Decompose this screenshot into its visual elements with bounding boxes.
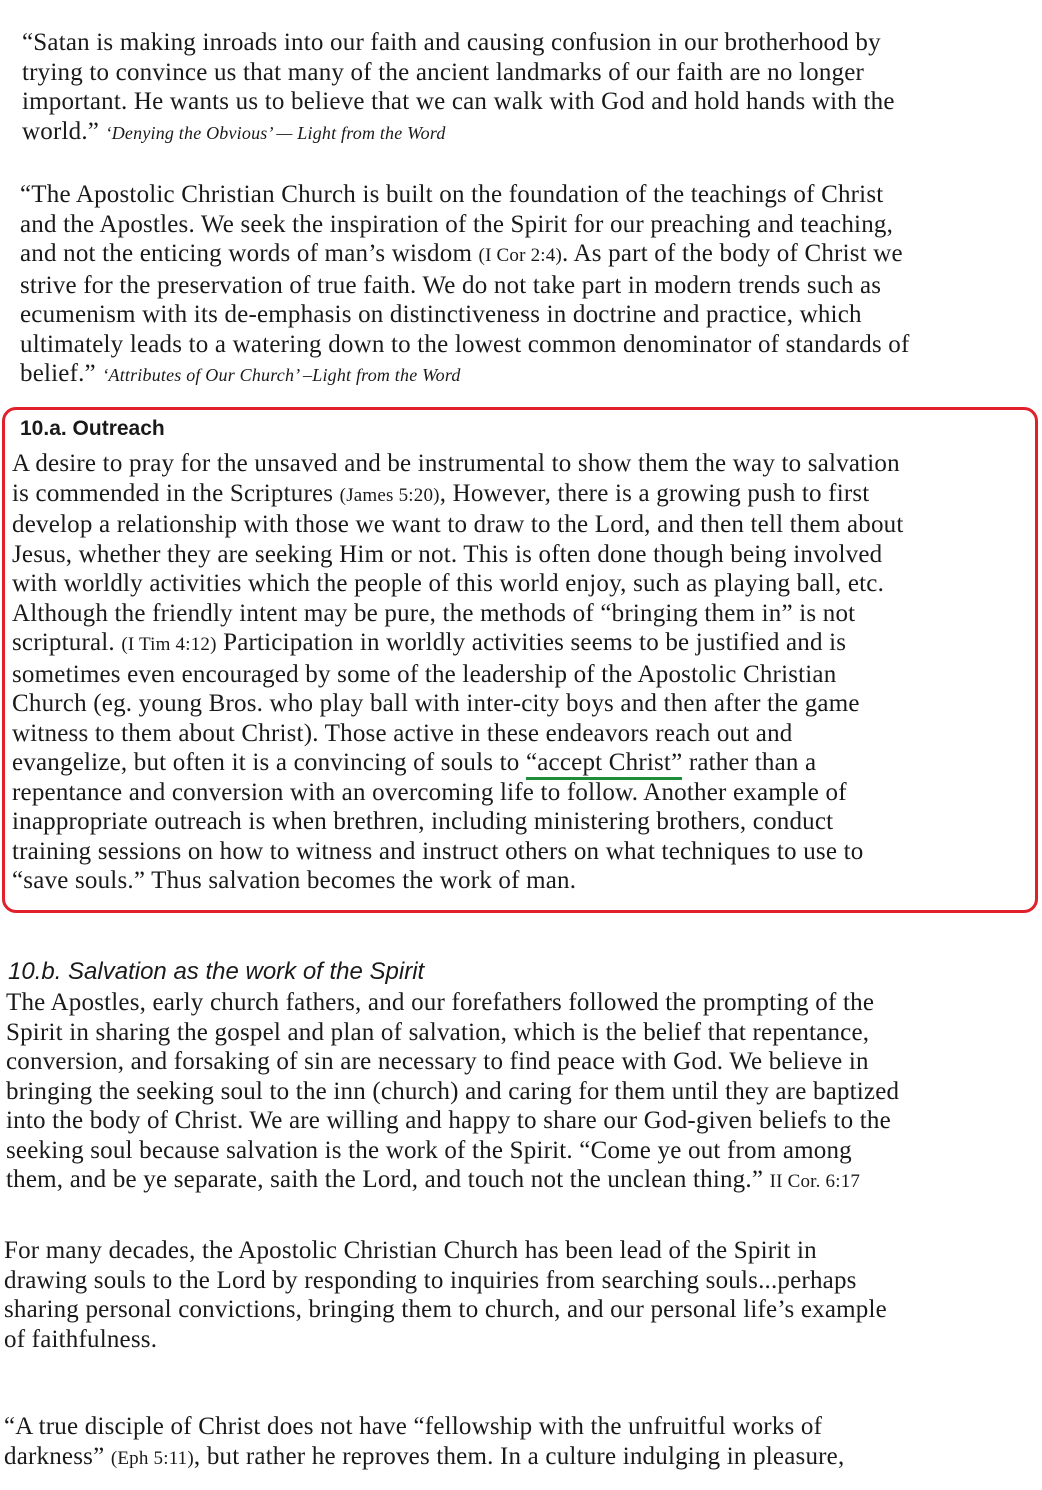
scripture-reference: (Eph 5:11) [110,1447,194,1469]
section-heading-outreach: 10.a. Outreach [20,417,165,440]
text-line: Although the friendly intent may be pure, the methods of “bringing them in” is not [12,599,856,627]
text-line: ecumenism with its de-emphasis on distinctiveness in doctrine and practice, which [20,301,862,328]
text-fragment: evangelize, but often it is a convincing of souls to [12,749,526,776]
quote-denying-the-obvious [22,28,1027,148]
quote-source: ‘Denying the Obvious’ — Light from the Word [105,122,446,143]
text-line: repentance and conversion with an overcoming life to follow. Another example of [12,778,847,806]
text-line: develop a relationship with those we want to draw to the Lord, and then tell them about [12,511,904,538]
text-line [20,359,1035,391]
text-line [12,748,1030,778]
text-line: bringing the seeking soul to the inn (church) and caring for them until they are baptized [6,1077,900,1105]
text-fragment: them, and be ye separate, saith the Lord, and touch not the unclean thing.” [6,1166,770,1193]
text-line [20,239,1035,271]
text-line: inappropriate outreach is when brethren, including ministering brothers, conduct [12,808,834,835]
text-line: “A true disciple of Christ does not have “fellowship with the unfruitful works of [4,1413,823,1440]
text-line: witness to them about Christ). Those active in these endeavors reach out and [12,719,793,747]
text-line: with worldly activities which the people of this world enjoy, such as playing ball, etc. [12,570,885,597]
text-line: sometimes even encouraged by some of the leadership of the Apostolic Christian [12,660,837,688]
text-fragment: is commended in the Scriptures [12,479,340,507]
text-fragment: and not the enticing words of man’s wisdom [20,240,479,267]
text-line [6,1165,1026,1197]
scripture-reference: (James 5:20) [339,484,440,506]
text-fragment: , but rather he reproves them. In a culture indulging in pleasure, [193,1442,845,1470]
text-line: A desire to pray for the unsaved and be instrumental to show them the way to salvation [12,450,900,477]
text-line [4,1442,1004,1474]
text-line: “The Apostolic Christian Church is built on the foundation of the teachings of Christ [20,181,884,208]
text-line: Church (eg. young Bros. who play ball with inter-city boys and then after the game [12,690,860,717]
outreach-paragraph [12,449,1030,896]
text-fragment: world.” [22,117,106,145]
text-line: Spirit in sharing the gospel and plan of salvation, which is the belief that repentance, [6,1018,870,1046]
text-line: important. He wants us to believe that we can walk with God and hold hands with the [22,88,895,115]
text-line: drawing souls to the Lord by responding to inquiries from searching souls...perhaps [4,1266,857,1294]
text-line: into the body of Christ. We are willing and happy to share our God-given beliefs to the [6,1107,891,1134]
scripture-reference: (I Tim 4:12) [121,634,217,655]
text-line: training sessions on how to witness and instruct others on what techniques to use to [12,837,864,865]
text-line: “save souls.” Thus salvation becomes the work of man. [12,867,577,894]
text-line [12,479,1030,511]
text-line: seeking soul because salvation is the work of the Spirit. “Come ye out from among [6,1136,852,1164]
text-line [12,628,1030,660]
text-line: Jesus, whether they are seeking Him or not. This is often done though being involved [12,540,883,568]
disciple-paragraph [4,1412,1004,1473]
text-fragment: , However, there is a growing push to first [439,479,870,507]
text-line: strive for the preservation of true faith. We do not take part in modern trends such as [20,271,882,299]
text-fragment: Participation in worldly activities seems to be justified and is [216,629,847,656]
quote-attributes-of-our-church [20,180,1035,391]
underlined-phrase-accept-christ: “accept Christ” [526,749,682,780]
text-fragment: belief.” [20,360,103,387]
text-line: “Satan is making inroads into our faith and causing confusion in our brotherhood by [22,29,881,56]
text-line: and the Apostles. We seek the inspiration of the Spirit for our preaching and teaching, [20,210,894,238]
text-line: of faithfulness. [4,1325,158,1353]
text-line: For many decades, the Apostolic Christian Church has been lead of the Spirit in [4,1237,817,1264]
text-line: ultimately leads to a watering down to the lowest common denominator of standards of [20,330,910,358]
text-line: sharing personal convictions, bringing them to church, and our personal life’s example [4,1296,887,1323]
text-line: conversion, and forsaking of sin are necessary to find peace with God. We believe in [6,1048,869,1075]
salvation-paragraph [6,988,1026,1197]
text-fragment: . As part of the body of Christ we [562,240,903,267]
text-line: The Apostles, early church fathers, and our forefathers followed the prompting of the [6,989,875,1016]
text-line: trying to convince us that many of the ancient landmarks of our faith are no longer [22,58,865,86]
scripture-reference: II Cor. 6:17 [769,1171,861,1192]
text-fragment: rather than a [682,749,817,776]
text-fragment: scriptural. [12,629,122,656]
text-fragment: darkness” [4,1442,111,1470]
text-line [22,117,1027,149]
decades-paragraph [4,1236,1014,1354]
section-heading-salvation: 10.b. Salvation as the work of the Spirit [8,958,425,985]
quote-source: ‘Attributes of Our Church’ –Light from the Word [102,365,461,385]
scripture-reference: (I Cor 2:4) [478,245,563,266]
